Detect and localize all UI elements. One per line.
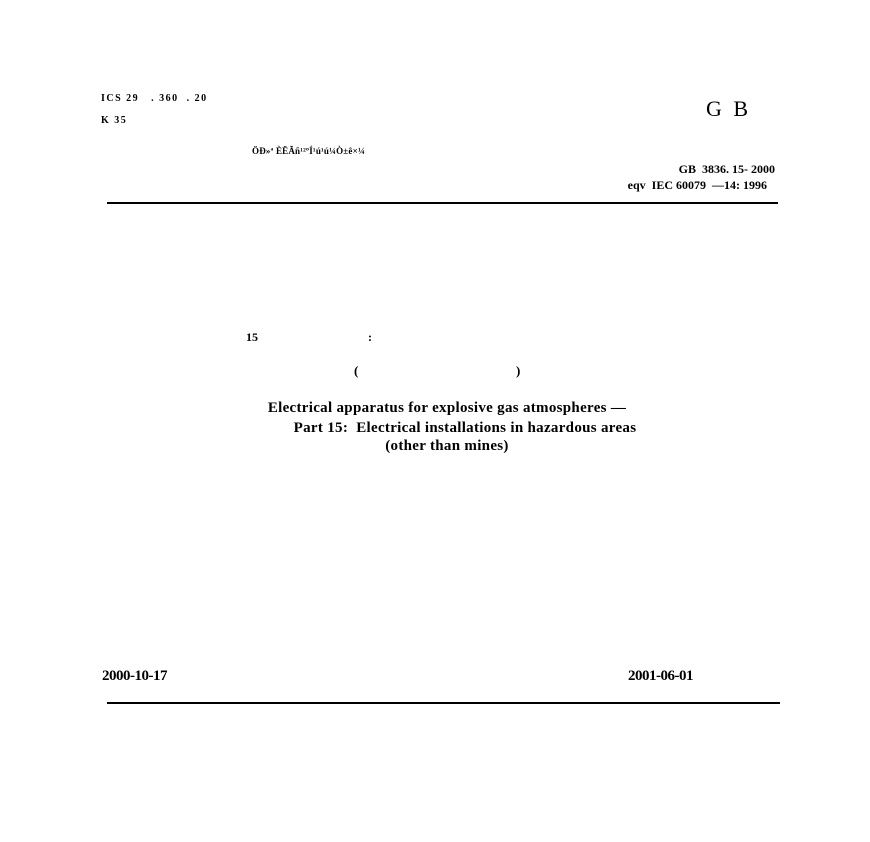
standard-country-line: ÖÐ»ª ÈËÃñ¹²ºÍ¹ú¹ú¼Ò±ê×¼ bbox=[252, 146, 365, 156]
english-title-line-1: Electrical apparatus for explosive gas atmospheres — bbox=[267, 400, 627, 416]
equivalence-note: eqv IEC 60079 —14: 1996 bbox=[627, 178, 767, 192]
part-number: 15 bbox=[246, 330, 258, 344]
title-paren-left: ( bbox=[354, 363, 359, 378]
top-rule bbox=[107, 202, 778, 204]
implementation-date: 2001-06-01 bbox=[628, 668, 693, 684]
ccs-code: K 35 bbox=[101, 115, 128, 126]
english-title-line-3: (other than mines) bbox=[385, 438, 509, 454]
title-paren-right: ) bbox=[516, 363, 521, 378]
english-title-line-2: Part 15: Electrical installations in hazardous areas bbox=[293, 420, 637, 436]
standard-number: GB 3836. 15- 2000 bbox=[678, 162, 775, 176]
issue-date: 2000-10-17 bbox=[102, 668, 167, 684]
gb-logo: G B bbox=[706, 96, 752, 121]
title-colon: : bbox=[368, 330, 372, 344]
ics-code: ICS 29 . 360 . 20 bbox=[101, 93, 208, 104]
bottom-rule bbox=[107, 702, 780, 704]
